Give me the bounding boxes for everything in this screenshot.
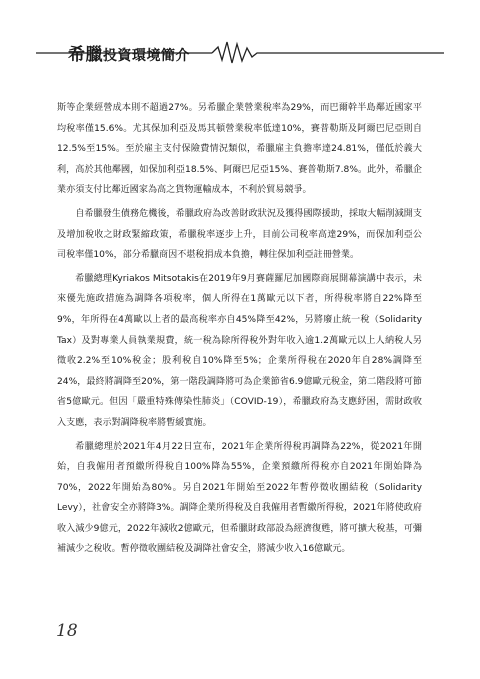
body-text xyxy=(57,98,422,560)
paragraph-1: 斯等企業經營成本則不超過27%。另希臘企業營業稅率為29%，而巴爾幹半島鄰近國家平均稅率僅15.6%。尤其保加利亞及馬其頓營業稅率低達10%，賽普勒斯及阿爾巴尼亞則自12.5%至15%。至於雇主支付保險費情況類似，希臘雇主負擔率達24.81%，僅低於義大利，高於其他鄰國，如保加利亞18.5%、阿爾巴尼亞15%、賽普勒斯7.8%。此外，希臘企業亦須支付比鄰近國家為高之貨物運輸成本，不利於貿易競爭。 xyxy=(57,103,422,196)
page-header xyxy=(0,34,480,70)
header-title-country: 希臘 xyxy=(68,45,103,65)
header-title-subtitle: 投資環境簡介 xyxy=(103,48,190,64)
header-title xyxy=(68,40,190,65)
page-number: 18 xyxy=(56,621,78,641)
paragraph-2: 自希臘發生債務危機後，希臘政府為改善財政狀況及獲得國際援助，採取大幅削減開支及增加稅收之財政緊縮政策，希臘稅率逐步上升，目前公司稅率高達29%，而保加利亞公司稅率僅10%，部分希臘商因不堪稅捐成本負擔，轉往保加利亞註冊營業。 xyxy=(57,208,422,261)
paragraph-3: 希臘總理Kyriakos Mitsotakis在2019年9月賽薩羅尼加國際商展開幕演講中表示，未來優先施政措施為調降各項稅率，個人所得在1萬歐元以下者，所得稅率將自22%降至9%，年所得在4萬歐以上者的最高稅率亦自45%降至42%，另將廢止統一稅（Solidarity Tax）及對專業人員執業規費，統一稅為除所得稅外對年收入逾1.2萬歐元以上人納稅人另徵收2.2%至10%稅金；股利稅自10%降至5%；企業所得稅在2020年自28%調降至24%，最終將調降至20%，第一階段調降將可為企業節省6.9億歐元稅金，第二階段將可節省5億歐元。但因「嚴重特殊傳染性肺炎」（COVID-19），希臘政府為支應紓困，需財政收入支應，表示對調降稅率將暫緩實施。 xyxy=(57,273,422,428)
paragraph-4: 希臘總理於2021年4月22日宣布，2021年企業所得稅再調降為22%，從2021年開始，自我僱用者預繳所得稅自100%降為55%，企業預繳所得稅亦自2021年開始降為70%，2022年開始為80%。另自2021年開始至2022年暫停徵收團結稅（Solidarity Levy），社會安全亦將降3%。調降企業所得稅及自我僱用者暫繳所得稅，2021年將使政府收入減少9億元，2022年減收2億歐元，但希臘財政部設為經濟復甦，將可擴大稅基，可彌補減少之稅收。暫停徵收團結稅及調降社會安全，將減少收入16億歐元。 xyxy=(57,441,422,555)
